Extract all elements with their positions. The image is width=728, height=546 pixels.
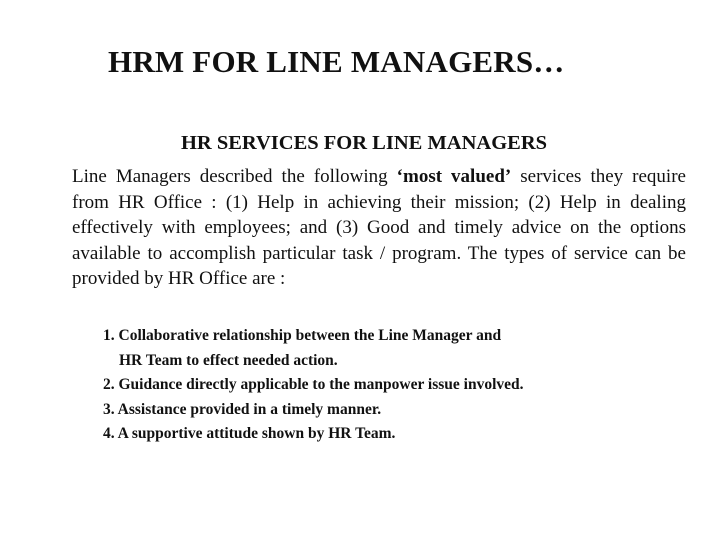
list-item: 3. Assistance provided in a timely manner. (103, 400, 382, 418)
list-item: 4. A supportive attitude shown by HR Team. (103, 425, 396, 442)
list-item-continuation: HR Team to effect needed action. (119, 351, 338, 369)
paragraph-text-before: Line Managers described the following (72, 166, 397, 187)
body-paragraph (72, 164, 686, 292)
paragraph-emphasis: ‘most valued’ (396, 166, 512, 187)
services-list (103, 324, 524, 447)
slide-title: HRM FOR LINE MANAGERS… (108, 44, 565, 79)
section-heading: HR SERVICES FOR LINE MANAGERS (180, 132, 548, 154)
list-item: 2. Guidance directly applicable to the manpower issue involved. (103, 376, 524, 393)
paragraph-text-after: services they require from HR Office : (1) Help in achieving their mission; (2) Help in dealing effectively with employees; and (3) Good and timely advice on the options available to accomplish particular task / program. The types of service can be provided by HR Office are : (72, 166, 686, 289)
list-item: 1. Collaborative relationship between the Line Manager and (103, 327, 502, 344)
